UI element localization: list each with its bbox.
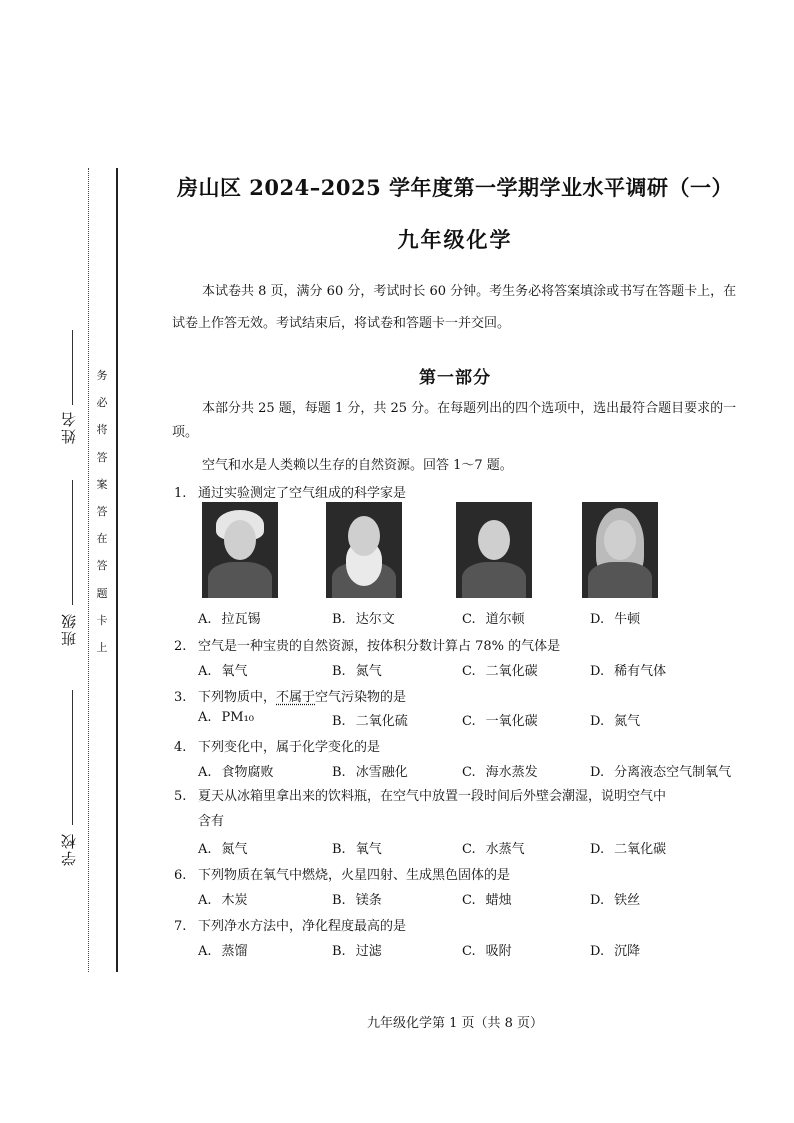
option-b[interactable]: B. 冰雪融化 — [332, 765, 408, 780]
option-d[interactable]: D. 铁丝 — [590, 893, 641, 908]
option-a[interactable]: A. 食物腐败 — [198, 765, 274, 780]
option-c[interactable]: C. 二氧化碳 — [462, 664, 538, 679]
option-a[interactable]: A. 拉瓦锡 — [198, 612, 261, 627]
name-field-label: 姓名 — [60, 410, 78, 444]
question-number: 1. — [174, 486, 187, 501]
option-a[interactable]: A. 木炭 — [198, 893, 248, 908]
question-text: 下列物质在氧气中燃烧，火星四射、生成黑色固体的是 — [198, 868, 511, 883]
passage-prompt: 空气和水是人类赖以生存的自然资源。回答 1～7 题。 — [202, 458, 513, 473]
option-d[interactable]: D. 牛顿 — [590, 612, 641, 627]
notice-char: 答 — [96, 505, 108, 519]
option-d[interactable]: D. 二氧化碳 — [590, 842, 667, 857]
option-d[interactable]: D. 沉降 — [590, 944, 641, 959]
question-6: 6. 下列物质在氧气中燃烧，火星四射、生成黑色固体的是 — [174, 868, 511, 883]
option-d[interactable]: D. 稀有气体 — [590, 664, 667, 679]
name-field-line[interactable] — [72, 330, 73, 405]
option-a[interactable]: A. 氮气 — [198, 842, 248, 857]
notice-char: 将 — [96, 423, 108, 437]
question-text: 通过实验测定了空气组成的科学家是 — [198, 486, 407, 501]
question-text: 空气是一种宝贵的自然资源，按体积分数计算占 78% 的气体是 — [198, 639, 561, 654]
notice-char: 答 — [96, 450, 108, 464]
section-title: 第一部分 — [419, 368, 491, 388]
option-c[interactable]: C. 道尔顿 — [462, 612, 525, 627]
notice-char: 题 — [96, 586, 108, 600]
option-d[interactable]: D. 氮气 — [590, 714, 641, 729]
notice-char: 答 — [96, 559, 108, 573]
portrait-lavoisier-image — [202, 502, 278, 598]
option-b[interactable]: B. 氮气 — [332, 664, 382, 679]
exam-title: 房山区 2024–2025 学年度第一学期学业水平调研（一） — [176, 175, 733, 200]
option-c[interactable]: C. 海水蒸发 — [462, 765, 538, 780]
question-text: 下列变化中，属于化学变化的是 — [198, 740, 381, 755]
option-c[interactable]: C. 水蒸气 — [462, 842, 525, 857]
school-field-line[interactable] — [72, 690, 73, 825]
option-b[interactable]: B. 二氧化硫 — [332, 714, 408, 729]
option-d[interactable]: D. 分离液态空气制氧气 — [590, 765, 732, 780]
question-3: 3. 下列物质中，不属于空气污染物的是 — [174, 690, 407, 705]
option-a[interactable]: A. 蒸馏 — [198, 944, 248, 959]
page-footer: 九年级化学第 1 页（共 8 页） — [366, 1016, 544, 1031]
portrait-dalton-image — [456, 502, 532, 598]
portrait-newton-image — [582, 502, 658, 598]
exam-instructions: 本试卷共 8 页，满分 60 分，考试时长 60 分钟。考生务必将答案填涂或书写在答题卡上，在试卷上作答无效。考试结束后，将试卷和答题卡一并交回。 — [172, 284, 737, 331]
class-field-line[interactable] — [72, 480, 73, 605]
notice-char: 在 — [96, 532, 108, 546]
portrait-darwin-image — [326, 502, 402, 598]
option-c[interactable]: C. 蜡烛 — [462, 893, 512, 908]
question-5-continuation: 含有 — [198, 814, 225, 829]
notice-char: 案 — [96, 477, 108, 491]
option-b[interactable]: B. 过滤 — [332, 944, 382, 959]
class-field-label: 班级 — [60, 612, 78, 646]
option-b[interactable]: B. 镁条 — [332, 893, 382, 908]
question-4: 4. 下列变化中，属于化学变化的是 — [174, 740, 381, 755]
notice-char: 卡 — [96, 613, 108, 627]
option-a[interactable]: A. PM₁₀ — [198, 710, 255, 725]
option-c[interactable]: C. 一氧化碳 — [462, 714, 538, 729]
option-c[interactable]: C. 吸附 — [462, 944, 512, 959]
question-text: 夏天从冰箱里拿出来的饮料瓶，在空气中放置一段时间后外壁会潮湿，说明空气中 — [198, 789, 667, 804]
option-a[interactable]: A. 氧气 — [198, 664, 248, 679]
option-b[interactable]: B. 氧气 — [332, 842, 382, 857]
option-b[interactable]: B. 达尔文 — [332, 612, 395, 627]
question-2: 2. 空气是一种宝贵的自然资源，按体积分数计算占 78% 的气体是 — [174, 639, 561, 654]
notice-char: 必 — [96, 396, 108, 410]
binding-dotted-line — [88, 168, 89, 972]
notice-char: 务 — [96, 369, 108, 382]
exam-subtitle: 九年级化学 — [397, 227, 513, 252]
school-field-label: 学校 — [60, 832, 78, 866]
question-1 — [174, 482, 406, 501]
section-instructions: 本部分共 25 题，每题 1 分，共 25 分。在每题列出的四个选项中，选出最符合题目要求的一项。 — [172, 401, 737, 440]
question-7: 7. 下列净水方法中，净化程度最高的是 — [174, 919, 407, 934]
binding-solid-line — [116, 168, 118, 972]
question-5: 5. 夏天从冰箱里拿出来的饮料瓶，在空气中放置一段时间后外壁会潮湿，说明空气中 — [174, 789, 667, 804]
notice-char: 上 — [96, 641, 108, 655]
question-text: 下列净水方法中，净化程度最高的是 — [198, 919, 407, 934]
binding-notice — [94, 362, 110, 661]
emphasis-text: 不属于 — [276, 690, 316, 705]
